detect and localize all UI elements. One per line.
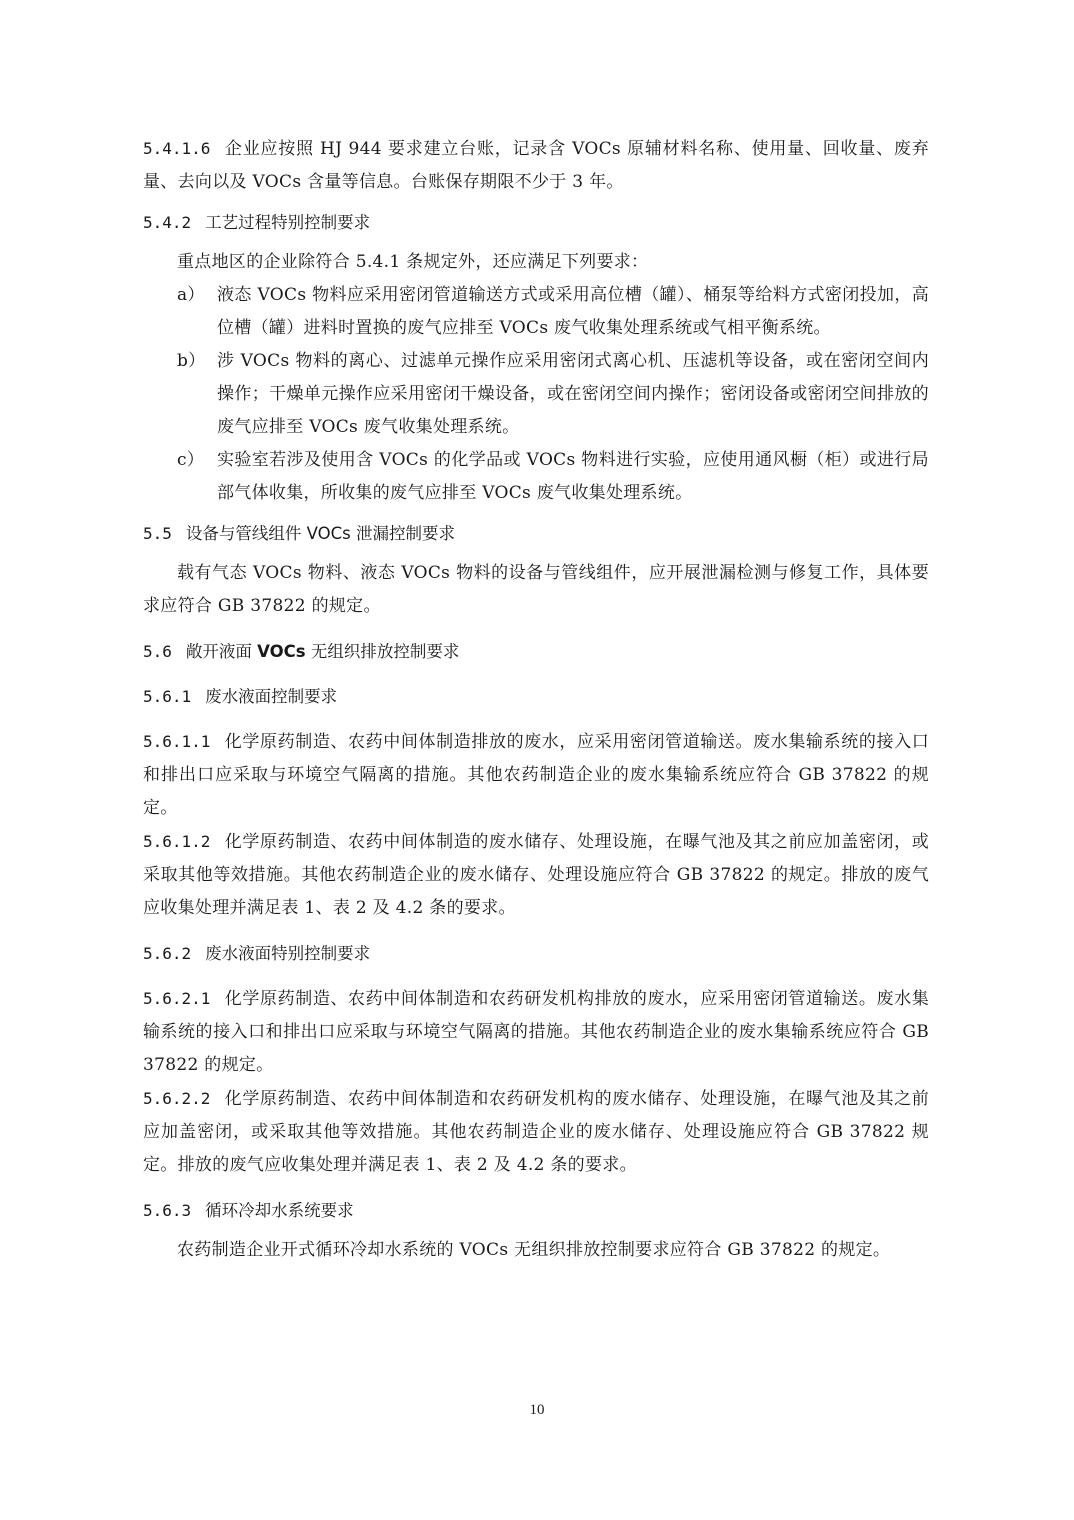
page-number: 10 bbox=[529, 1402, 545, 1418]
heading-title-bold: VOCs bbox=[257, 642, 306, 661]
clause-5-6-1-1 bbox=[143, 725, 929, 825]
paragraph-intro: 重点地区的企业除符合 5.4.1 条规定外，还应满足下列要求： bbox=[177, 252, 649, 272]
heading-title: 废水液面特别控制要求 bbox=[205, 944, 371, 963]
heading-number: 5.5 bbox=[143, 524, 172, 543]
heading-number: 5.6.2 bbox=[143, 944, 192, 963]
list-text: 涉 VOCs 物料的离心、过滤单元操作应采用密闭式离心机、压滤机等设备，或在密闭空间内操作；干燥单元操作应采用密闭干燥设备，或在密闭空间内操作；密闭设备或密闭空间排放的废气应排至 VOCs 废气收集处理系统。 bbox=[217, 351, 929, 437]
paragraph-5-5: 载有气态 VOCs 物料、液态 VOCs 物料的设备与管线组件，应开展泄漏检测与修复工作，具体要求应符合 GB 37822 的规定。 bbox=[143, 563, 929, 616]
clause-5-6-2-1 bbox=[143, 982, 929, 1082]
list-marker: a） bbox=[177, 285, 205, 305]
list-text: 实验室若涉及使用含 VOCs 的化学品或 VOCs 物料进行实验，应使用通风橱（柜）或进行局部气体收集，所收集的废气应排至 VOCs 废气收集处理系统。 bbox=[217, 450, 929, 503]
heading-5-6 bbox=[143, 635, 929, 668]
list-marker: c） bbox=[177, 450, 205, 470]
heading-number: 5.6.1 bbox=[143, 687, 192, 706]
heading-5-6-1 bbox=[143, 680, 929, 713]
heading-5-6-3 bbox=[143, 1194, 929, 1227]
heading-title: 废水液面控制要求 bbox=[205, 687, 338, 706]
heading-title: 工艺过程特别控制要求 bbox=[205, 213, 371, 232]
clause-5-6-1-2 bbox=[143, 825, 929, 925]
list-item-a bbox=[143, 279, 929, 345]
heading-title-part: 敞开液面 bbox=[185, 642, 258, 661]
paragraph-5-6-3: 农药制造企业开式循环冷却水系统的 VOCs 无组织排放控制要求应符合 GB 37822 的规定。 bbox=[177, 1240, 891, 1260]
clause-text: 化学原药制造、农药中间体制造的废水储存、处理设施，在曝气池及其之前应加盖密闭，或采取其他等效措施。其他农药制造企业的废水储存、处理设施应符合 GB 37822 的规定。排放的废气应收集处理并满足表 1、表 2 及 4.2 条的要求。 bbox=[143, 832, 929, 918]
clause-text: 化学原药制造、农药中间体制造和农药研发机构的废水储存、处理设施，在曝气池及其之前应加盖密闭，或采取其他等效措施。其他农药制造企业的废水储存、处理设施应符合 GB 37822 规定。排放的废气应收集处理并满足表 1、表 2 及 4.2 条的要求。 bbox=[143, 1089, 929, 1175]
heading-number: 5.6 bbox=[143, 642, 172, 661]
heading-number: 5.4.2 bbox=[143, 213, 192, 232]
clause-number: 5.6.1.1 bbox=[143, 732, 211, 751]
clause-number: 5.6.2.2 bbox=[143, 1089, 211, 1108]
list-text: 液态 VOCs 物料应采用密闭管道输送方式或采用高位槽（罐）、桶泵等给料方式密闭投加，高位槽（罐）进料时置换的废气应排至 VOCs 废气收集处理系统或气相平衡系统。 bbox=[217, 285, 929, 338]
list-marker: b） bbox=[177, 351, 206, 371]
list-item-b bbox=[143, 345, 929, 444]
heading-number: 5.6.3 bbox=[143, 1201, 192, 1220]
clause-5-4-1-6 bbox=[143, 132, 929, 199]
heading-5-5 bbox=[143, 517, 929, 550]
heading-5-4-2 bbox=[143, 206, 929, 239]
clause-number: 5.4.1.6 bbox=[143, 139, 211, 158]
heading-title: 设备与管线组件 VOCs 泄漏控制要求 bbox=[185, 524, 455, 543]
clause-number: 5.6.2.1 bbox=[143, 989, 211, 1008]
clause-5-6-2-2 bbox=[143, 1082, 929, 1182]
heading-5-6-2 bbox=[143, 937, 929, 970]
clause-text: 化学原药制造、农药中间体制造排放的废水，应采用密闭管道输送。废水集输系统的接入口和排出口应采取与环境空气隔离的措施。其他农药制造企业的废水集输系统应符合 GB 37822 的规定。 bbox=[143, 732, 929, 818]
clause-number: 5.6.1.2 bbox=[143, 832, 211, 851]
heading-title-part: 无组织排放控制要求 bbox=[305, 642, 460, 661]
heading-title: 循环冷却水系统要求 bbox=[205, 1201, 354, 1220]
clause-text: 化学原药制造、农药中间体制造和农药研发机构排放的废水，应采用密闭管道输送。废水集输系统的接入口和排出口应采取与环境空气隔离的措施。其他农药制造企业的废水集输系统应符合 GB 37822 的规定。 bbox=[143, 989, 929, 1075]
list-item-c bbox=[143, 444, 929, 510]
clause-text: 企业应按照 HJ 944 要求建立台账，记录含 VOCs 原辅材料名称、使用量、回收量、废弃量、去向以及 VOCs 含量等信息。台账保存期限不少于 3 年。 bbox=[143, 139, 929, 192]
document-page bbox=[143, 132, 929, 1267]
